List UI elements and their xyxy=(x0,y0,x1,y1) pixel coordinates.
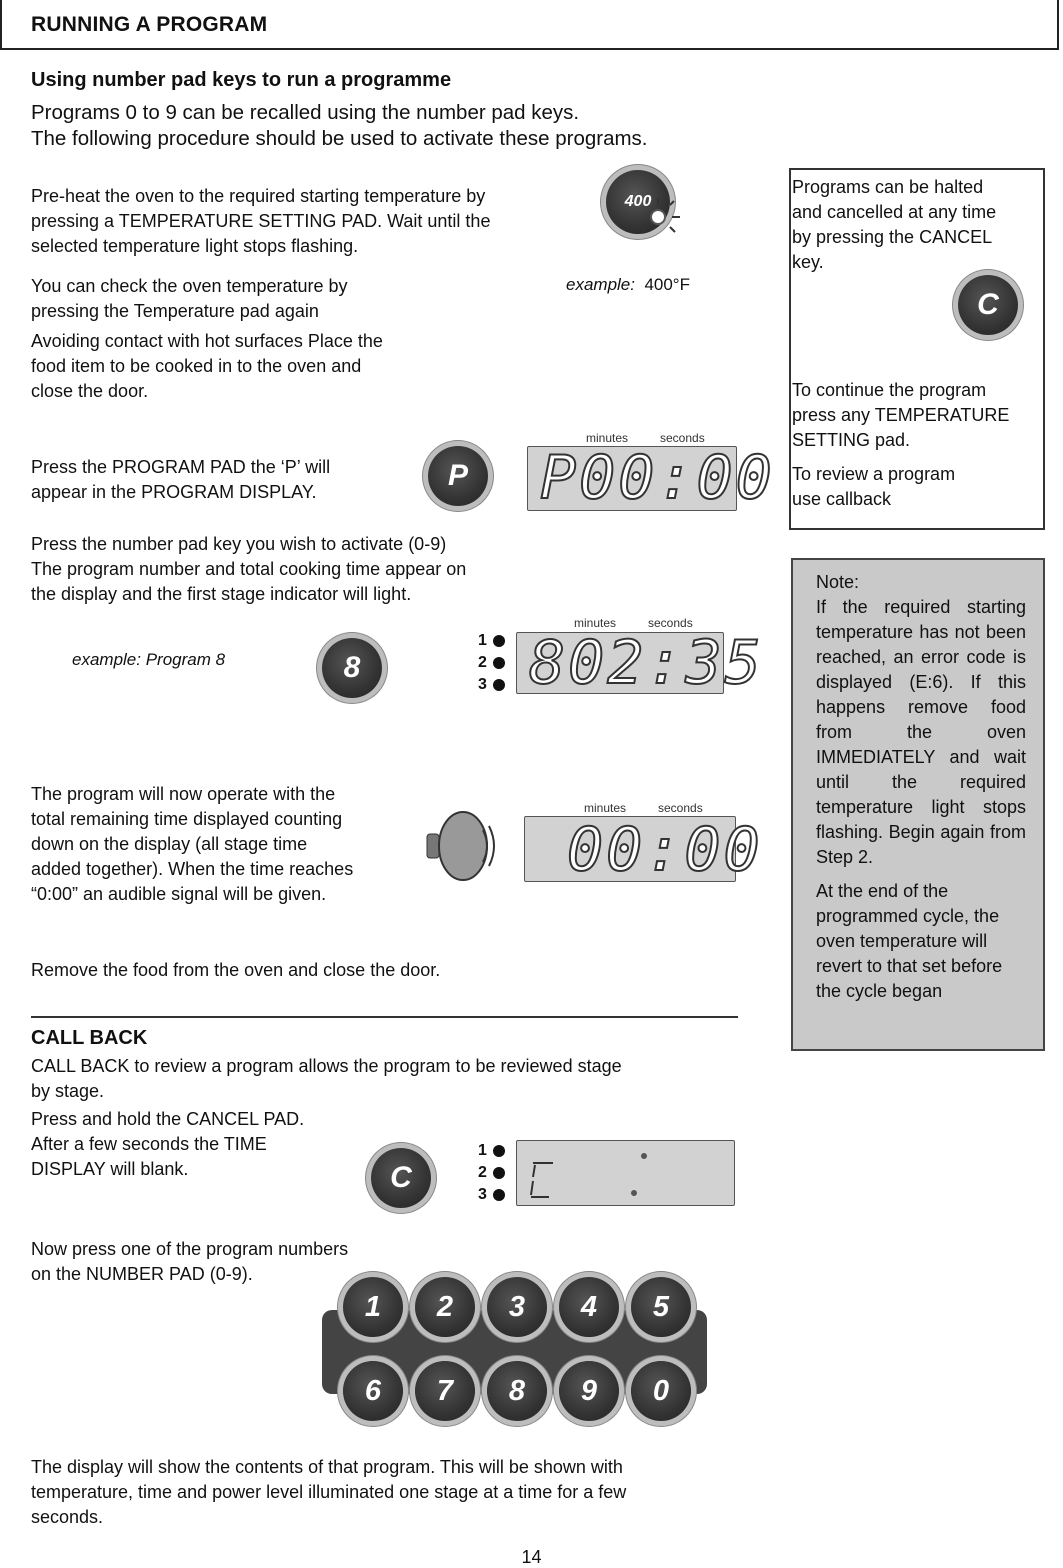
check-text: You can check the oven temperature by pressing the Temperature pad again xyxy=(31,276,348,321)
operate-text: The program will now operate with the total remaining time displayed counting down on the display (all stage time added together). When the time reaches “0:00” an audible signal will be given. xyxy=(31,784,354,904)
number-pad-key-8[interactable]: 8 xyxy=(322,638,382,698)
program-display: P00:00 xyxy=(527,446,737,511)
preheat-text: Pre-heat the oven to the required starting temperature by pressing a TEMPERATURE SETTING PAD. Wait until the selected temperature light stops flashing. xyxy=(31,186,491,256)
minutes-label: minutes xyxy=(586,431,629,445)
cancel-pad[interactable]: C xyxy=(371,1148,431,1208)
number-key-8[interactable]: 8 xyxy=(487,1361,547,1421)
program-8-display: 802:35 xyxy=(516,632,724,694)
number-key-6[interactable]: 6 xyxy=(343,1361,403,1421)
number-key-3[interactable]: 3 xyxy=(487,1277,547,1337)
blank-display-segments xyxy=(517,1141,736,1207)
blank-time-display xyxy=(516,1140,735,1206)
intro-line-1: Programs 0 to 9 can be recalled using the number pad keys. xyxy=(31,101,580,124)
stage-dot-icon xyxy=(493,1167,505,1179)
stage-2: 2 xyxy=(478,652,505,674)
intro-line-2: The following procedure should be used to activate these programs. xyxy=(31,127,648,150)
seconds-label-2: seconds xyxy=(648,616,693,630)
section-divider xyxy=(31,1016,738,1018)
number-key-1[interactable]: 1 xyxy=(343,1277,403,1337)
seconds-label-3: seconds xyxy=(658,801,703,815)
note-content: Note: If the required starting temperature has not been reached, an error code is displayed (E:6). If this happens remove food from the oven IMMEDIATELY and wait until the required temperature light stops flashing. Begin again from Step 2. At the end of the programmed cycle, the oven temperature will revert to that set before the cycle began xyxy=(816,572,1026,1001)
temperature-pad[interactable]: 400 xyxy=(606,170,670,234)
number-key-0[interactable]: 0 xyxy=(631,1361,691,1421)
continue-text: To continue the program press any TEMPERATURE SETTING pad. xyxy=(792,380,1010,450)
stage-1: 1 xyxy=(478,630,505,652)
number-key-5[interactable]: 5 xyxy=(631,1277,691,1337)
number-key-2[interactable]: 2 xyxy=(415,1277,475,1337)
seconds-label: seconds xyxy=(660,431,705,445)
program-pad[interactable]: P xyxy=(428,446,488,506)
page-title: RUNNING A PROGRAM xyxy=(31,13,268,36)
stage-dot-icon xyxy=(493,657,505,669)
number-key-7[interactable]: 7 xyxy=(415,1361,475,1421)
stage-2: 2 xyxy=(478,1162,505,1184)
callback-press-number-text: Now press one of the program numbers on the NUMBER PAD (0-9). xyxy=(31,1239,349,1284)
avoid-text: Avoiding contact with hot surfaces Place the food item to be cooked in to the oven and close the door. xyxy=(31,331,383,401)
stage-3: 3 xyxy=(478,1184,505,1206)
callback-hold-text: Press and hold the CANCEL PAD. After a few seconds the TIME DISPLAY will blank. xyxy=(31,1109,305,1179)
program-example: example: Program 8 xyxy=(72,650,226,669)
stage-dot-icon xyxy=(493,1189,505,1201)
minutes-label-2: minutes xyxy=(574,616,617,630)
remove-text: Remove the food from the oven and close the door. xyxy=(31,960,441,980)
page-number: 14 xyxy=(521,1547,542,1567)
speaker-icon xyxy=(425,808,503,884)
halt-text: Programs can be halted and cancelled at any time by pressing the CANCEL key. xyxy=(792,177,997,272)
callback-intro: CALL BACK to review a program allows the program to be reviewed stage by stage. xyxy=(31,1056,622,1101)
callback-heading: CALL BACK xyxy=(31,1027,148,1049)
flash-rays-icon xyxy=(640,195,684,235)
minutes-label-3: minutes xyxy=(584,801,627,815)
stage-dot-icon xyxy=(493,679,505,691)
number-key-text: Press the number pad key you wish to activate (0-9) The program number and total cooking time appear on the display and the first stage indicator will light. xyxy=(31,534,467,604)
stage-indicators xyxy=(478,630,505,696)
callback-stage-indicators xyxy=(478,1140,505,1206)
stage-3: 3 xyxy=(478,674,505,696)
stage-dot-icon xyxy=(493,1145,505,1157)
callback-result-text: The display will show the contents of that program. This will be shown with temperature, time and power level illuminated one stage at a time for a few seconds. xyxy=(31,1457,627,1527)
review-text: To review a program use callback xyxy=(792,464,956,509)
section-heading: Using number pad keys to run a programme xyxy=(31,69,452,91)
stage-1: 1 xyxy=(478,1140,505,1162)
number-key-4[interactable]: 4 xyxy=(559,1277,619,1337)
cancel-pad-side[interactable]: C xyxy=(958,275,1018,335)
countdown-display: 00:00 xyxy=(524,816,736,882)
temp-example: example: 400°F xyxy=(566,275,690,294)
stage-dot-icon xyxy=(493,635,505,647)
number-key-9[interactable]: 9 xyxy=(559,1361,619,1421)
program-pad-text: Press the PROGRAM PAD the ‘P’ will appear in the PROGRAM DISPLAY. xyxy=(31,457,331,502)
